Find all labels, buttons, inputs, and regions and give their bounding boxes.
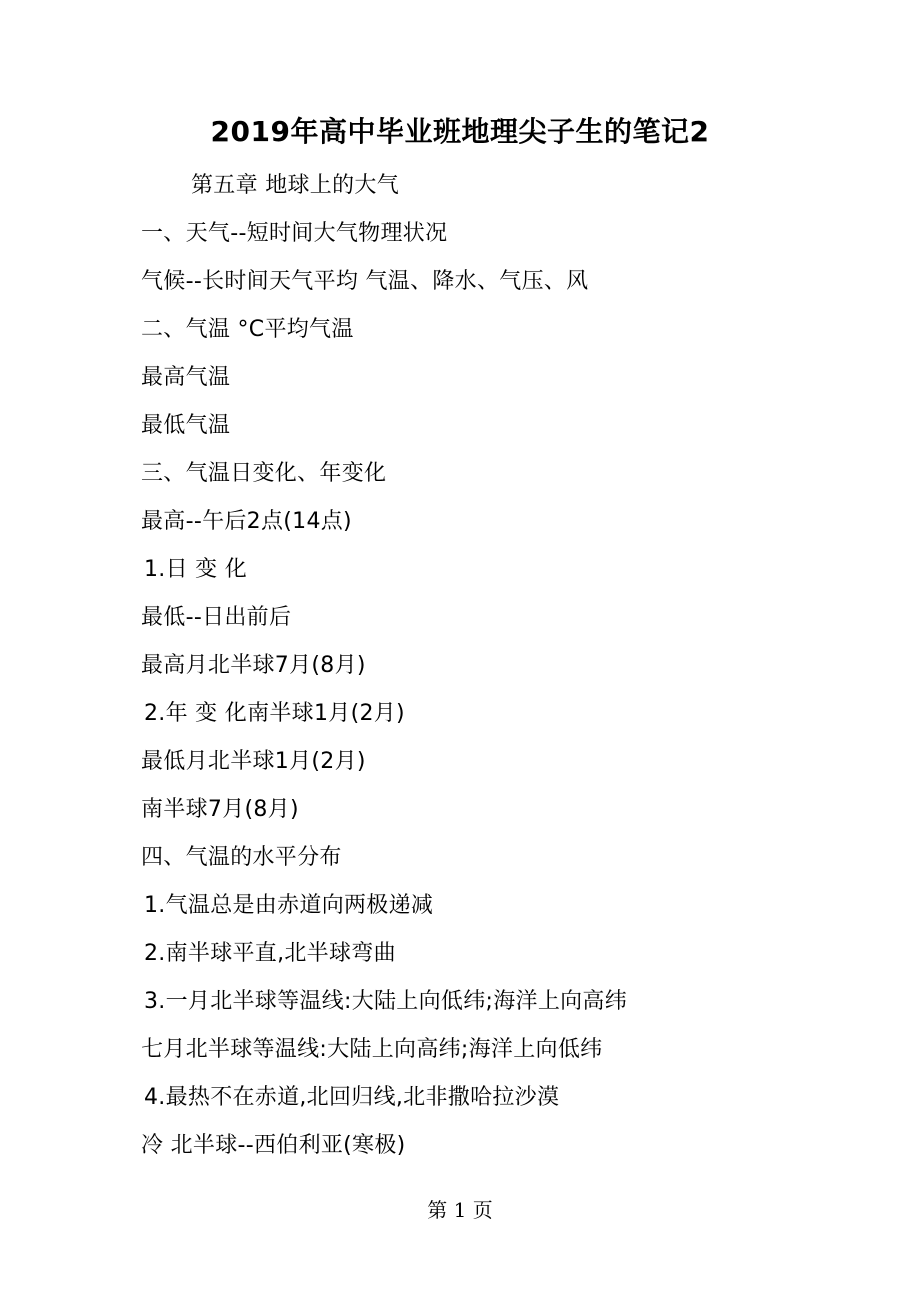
document-title: 2019年高中毕业班地理尖子生的笔记2: [210, 115, 710, 148]
text-line: 一、天气--短时间大气物理状况: [141, 221, 448, 246]
text-line: 二、气温 °C平均气温: [141, 317, 354, 342]
text-line: 冷 北半球--西伯利亚(寒极): [141, 1133, 406, 1158]
text-line: 最低月北半球1月(2月): [141, 749, 366, 774]
text-line: 最高月北半球7月(8月): [141, 653, 366, 678]
text-line: 南半球7月(8月): [141, 797, 299, 822]
text-line: 2.南半球平直,北半球弯曲: [144, 941, 396, 966]
page-number: 第 1 页: [427, 1198, 493, 1222]
text-line: 1.气温总是由赤道向两极递减: [144, 893, 434, 918]
text-line: 最高--午后2点(14点): [141, 509, 352, 534]
text-line: 3.一月北半球等温线:大陆上向低纬;海洋上向高纬: [144, 989, 628, 1014]
text-line: 4.最热不在赤道,北回归线,北非撒哈拉沙漠: [144, 1085, 560, 1110]
text-line: 最高气温: [141, 365, 231, 390]
chapter-heading: 第五章 地球上的大气: [191, 173, 399, 198]
text-line: 2.年 变 化南半球1月(2月): [144, 701, 405, 726]
document-body: [141, 162, 881, 1170]
text-line: 最低气温: [141, 413, 231, 438]
text-line: 最低--日出前后: [141, 605, 292, 630]
text-line: 气候--长时间天气平均 气温、降水、气压、风: [141, 269, 589, 294]
text-line: 1.日 变 化: [144, 557, 248, 582]
text-line: 四、气温的水平分布: [141, 845, 342, 870]
text-line: 七月北半球等温线:大陆上向高纬;海洋上向低纬: [141, 1037, 603, 1062]
text-line: 三、气温日变化、年变化: [141, 461, 387, 486]
